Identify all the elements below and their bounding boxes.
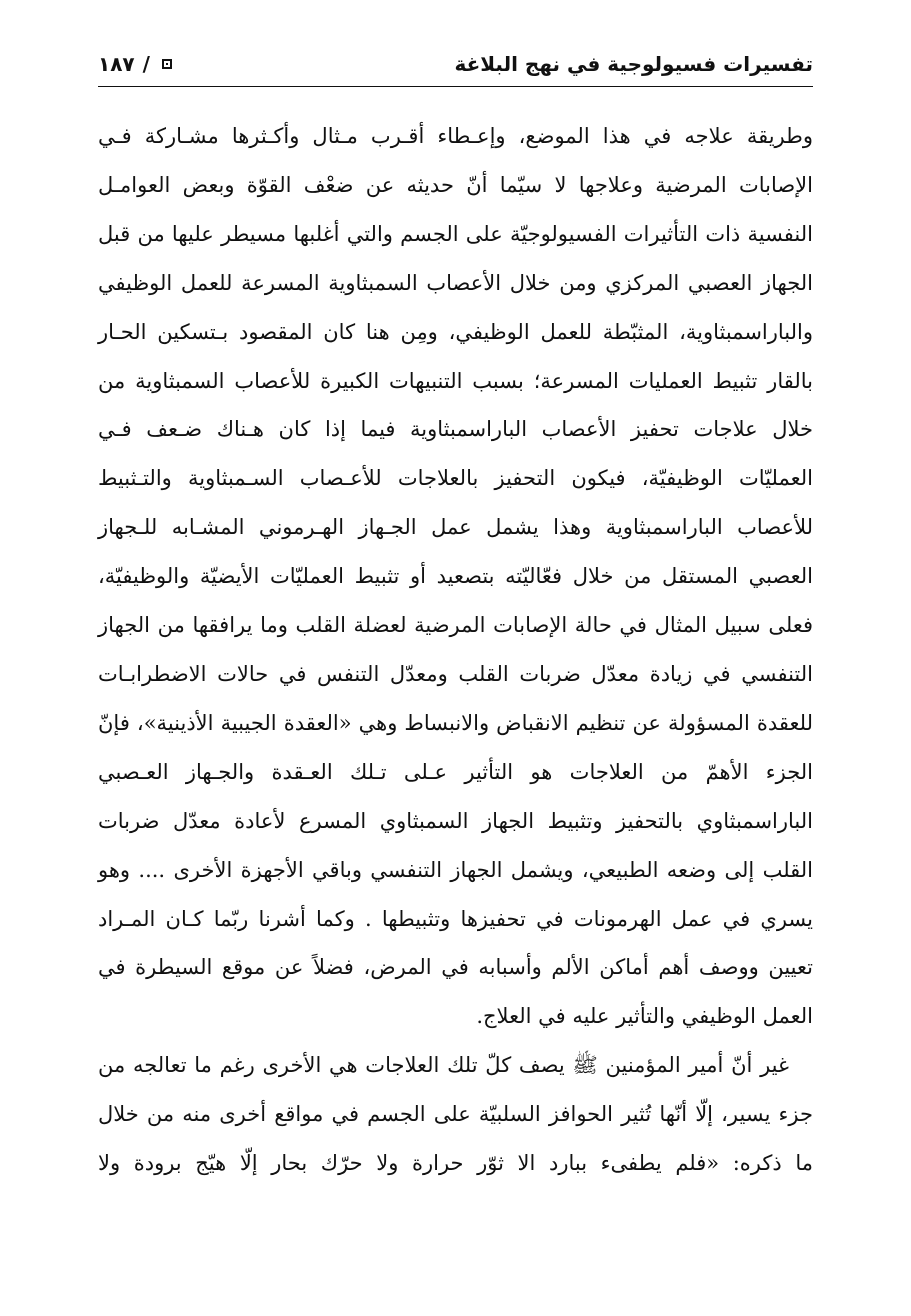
paragraph: وطريقة علاجه في هذا الموضع، وإعـطاء أقـرب مـثال وأكـثرها مشـاركة فـي الإصابات المرضية وعلاجها لا سيّما أنّ حديثه عن ضعْف القوّة وبعض العوامـل النفسية ذات التأثيرات الفسيولوجيّة على الجسم والتي أغلبها مسيطر عليها من قبل الجهاز العصبي المركزي ومن خلال الأعصاب السمبثاوية المسرعة للعمل الوظيفي والباراسمبثاوية، المثبّطة للعمل الوظيفي، ومِن هنا كان المقصود بـتسكين الحـار بالقار تثبيط العمليات المسرعة؛ بسبب التنبيهات الكبيرة للأعصاب السمبثاوية من خلال علاجات تحفيز الأعصاب الباراسمبثاوية فيما إذا كان هـناك ضـعف فـي العمليّات الوظيفيّة، فيكون التحفيز بالعلاجات للأعـصاب السـمبثاوية والتـثبيط للأعصاب الباراسمبثاوية وهذا يشمل عمل الجـهاز الهـرموني المشـابه للـجهاز العصبي المستقل من خلال فعّاليّته بتصعيد أو تثبيط العمليّات الأيضيّة والوظيفيّة، فعلى سبيل المثال في حالة الإصابات المرضية لعضلة القلب وما يرافقها من الجهاز التنفسي في زيادة معدّل ضربات القلب ومعدّل التنفس في حالات الاضطرابـات للعقدة المسؤولة عن تنظيم الانقباض والانبساط وهي «العقدة الجيبية الأذينية»، فإنّ الجزء الأهمّ من العلاجات هو التأثير عـلى تـلك العـقدة والجـهاز العـصبي الباراسمبثاوي بالتحفيز وتثبيط الجهاز السمبثاوي المسرع لأعادة معدّل ضربات القلب إلى وضعه الطبيعي، ويشمل الجهاز التنفسي وباقي الأجهزة الأخرى .... وهو يسري في عمل الهرمونات في تحفيزها وتثبيطها . وكما أشرنا ربّما كـان المـراد تعيين ووصف أهم أماكن الألم وأسبابه في المرض، فضلاً عن موقع السيطرة في العمل الوظيفي والتأثير عليه في العلاج. (98, 124, 813, 1029)
page-number: ١٨٧ (98, 52, 135, 76)
page-number-block (98, 50, 172, 78)
body-text (98, 112, 813, 1188)
paragraph: غير أنّ أمير المؤمنين ﷺ يصف كلّ تلك العلاجات هي الأخرى رغم ما تعالجه من جزء يسير، إلّا أنّها تُثير الحوافز السلبيّة على الجسم في مواقع أخرى منه من خلال ما ذكره: «فلم يطفىء ببارد الا ثوّر حرارة ولا حرّك بحار إلّا هيّج برودة ولا (98, 1053, 813, 1176)
page-number-separator: / (142, 52, 150, 76)
header-title: تفسيرات فسيولوجية في نهج البلاغة (454, 52, 813, 76)
square-bullet-icon (162, 59, 172, 69)
running-header (98, 46, 813, 87)
